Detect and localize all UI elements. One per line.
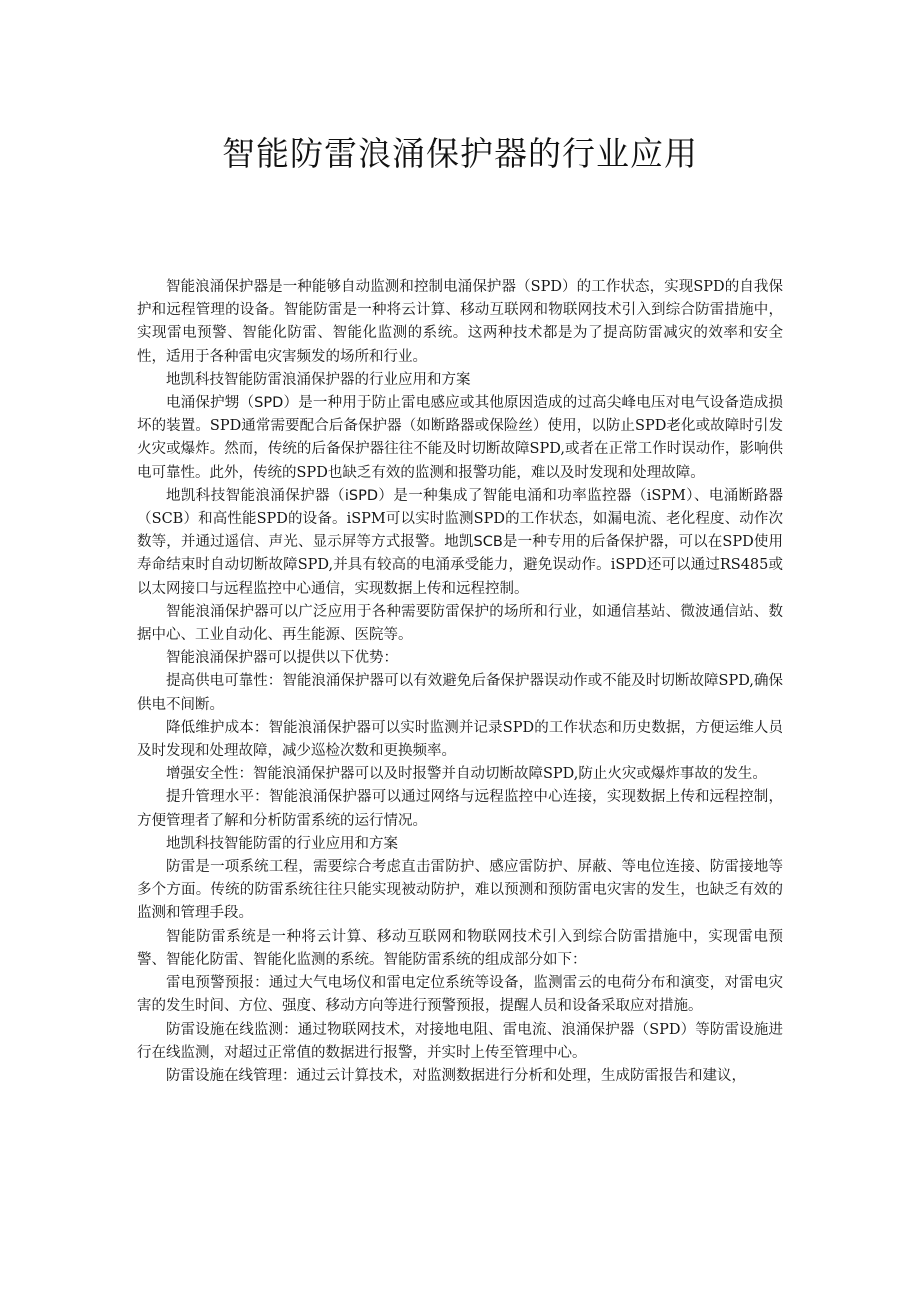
paragraph [137, 485, 783, 601]
lead-phrase: 电涌保护甥（SPD） [166, 395, 299, 412]
lead-phrase: 地凯科技智能浪涌保护器（iSPD） [166, 487, 394, 504]
section-heading: 智能浪涌保护器可以提供以下优势： [166, 650, 398, 667]
lead-phrase: 地凯SCB是一种专用的后备保护器 [444, 534, 664, 551]
paragraph: 防雷设施在线监测：通过物联网技术，对接地电阻、雷电流、浪涌保护器（SPD）等防雷设施进行在线监测，对超过正常值的数据进行报警，并实时上传至管理中心。 [137, 1021, 783, 1061]
paragraph: 提高供电可靠性：智能浪涌保护器可以有效避免后备保护器误动作或不能及时切断故障SPD,确保供电不间断。 [137, 673, 783, 713]
paragraph: 雷电预警预报：通过大气电场仪和雷电定位系统等设备，监测雷云的电荷分布和演变，对雷电灾害的发生时间、方位、强度、移动方向等进行预警预报，提醒人员和设备采取应对措施。 [137, 975, 783, 1015]
paragraph: 智能防雷系统是一种将云计算、移动互联网和物联网技术引入到综合防雷措施中，实现雷电预警、智能化防雷、智能化监测的系统。智能防雷系统的组成部分如下： [137, 928, 783, 968]
section-heading: 地凯科技智能防雷的行业应用和方案 [166, 835, 398, 852]
paragraph: 提升管理水平：智能浪涌保护器可以通过网络与远程监控中心连接，实现数据上传和远程控制，方便管理者了解和分析防雷系统的运行情况。 [137, 789, 783, 829]
paragraph-text: 是一种能够自动监测和控制电涌保护器（SPD）的工作状态，实现SPD的自我保护和远程管理的设备。智能防雷是一种将云计算、移动互联网和物联网技术引入到综合防雷措施中，实现雷电预警、智能化防雷、智能化监测的系统。这两种技术都是为了提高防雷减灾的效率和安全性，适用于各种雷电灾害频发的场所和行业。 [137, 279, 783, 365]
page-title: 智能防雷浪涌保护器的行业应用 [222, 134, 698, 173]
paragraph [137, 276, 783, 369]
paragraph: 增强安全性：智能浪涌保护器可以及时报警并自动切断故障SPD,防止火灾或爆炸事故的发生。 [166, 766, 767, 783]
paragraph [137, 392, 783, 485]
paragraph: 防雷设施在线管理：通过云计算技术，对监测数据进行分析和处理，生成防雷报告和建议， [166, 1067, 746, 1084]
paragraph-text: 是一种集成了智能电涌和功率监控器（iSPM）、电涌断路器（SCB）和高性能SPD的设备。iSPM可以实时监测SPD的工作状态，如漏电流、老化程度、动作次数等，并通过遥信、声光、显示屏等方式报警。 [137, 487, 783, 551]
section-heading: 地凯科技智能防雷浪涌保护器的行业应用和方案 [166, 371, 471, 388]
paragraph: 降低维护成本：智能浪涌保护器可以实时监测并记录SPD的工作状态和历史数据，方便运维人员及时发现和处理故障，减少巡检次数和更换频率。 [137, 719, 783, 760]
paragraph: 防雷是一项系统工程，需要综合考虑直击雷防护、感应雷防护、屏蔽、等电位连接、防雷接地等多个方面。传统的防雷系统往往只能实现被动防护，难以预测和预防雷电灾害的发生，也缺乏有效的监测和管理手段。 [137, 859, 783, 922]
document-body [137, 276, 783, 1088]
paragraph: 智能浪涌保护器可以广泛应用于各种需要防雷保护的场所和行业，如通信基站、微波通信站、数据中心、工业自动化、再生能源、医院等。 [137, 603, 783, 644]
paragraph-text: ，可以在SPD使用寿命结束时自动切断故障SPD,并具有较高的电涌承受能力，避免误动作。iSPD还可以通过RS485或以太网接口与远程监控中心通信，实现数据上传和远程控制。 [137, 534, 783, 597]
lead-phrase: 智能浪涌保护器 [166, 279, 269, 295]
paragraph-text: 是一种用于防止雷电感应或其他原因造成的过高尖峰电压对电气设备造成损坏的装置。SPD通常需要配合后备保护器（如断路器或保险丝）使用，以防止SPD老化或故障时引发火灾或爆炸。然而，传统的后备保护器往往不能及时切断故障SPD,或者在正常工作时误动作，影响供电可靠性。此外，传统的SPD也缺乏有效的监测和报警功能，难以及时发现和处理故障。 [137, 395, 784, 481]
